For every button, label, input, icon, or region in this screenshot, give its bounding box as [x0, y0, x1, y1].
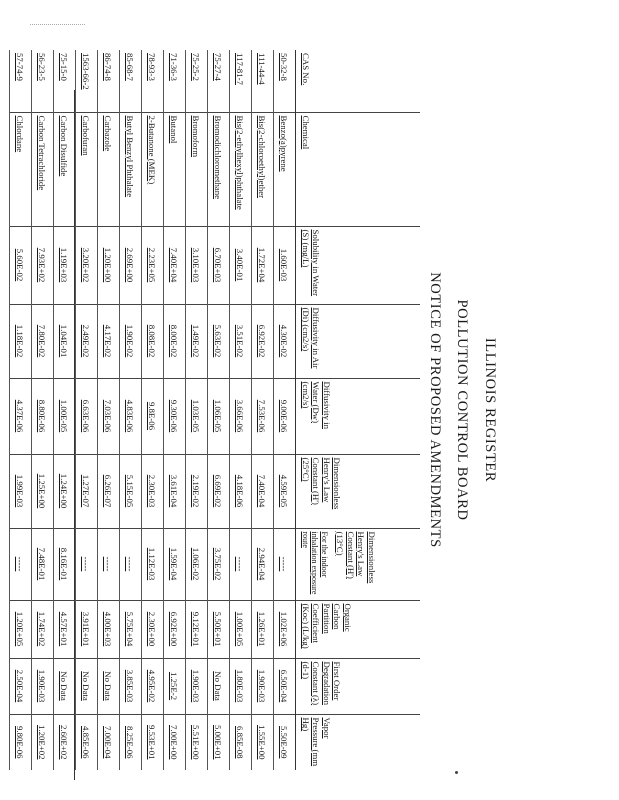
- henry-25c-cell: 7.40E-04: [252, 454, 274, 528]
- solubility-cell: 3.40E-01: [230, 226, 252, 304]
- henry-13c-cell: 3.75E-02: [208, 528, 230, 600]
- board-title: POLLUTION CONTROL BOARD: [454, 299, 470, 521]
- rotated-page-content: [15, 50, 540, 770]
- henry-13c-cell: 2.94E-04: [252, 528, 274, 600]
- henry-13c-cell: 1.06E-02: [186, 528, 208, 600]
- degradation-cell: No Data: [208, 658, 230, 714]
- cas-number-cell: 71-36-3: [164, 50, 186, 112]
- degradation-cell: No Data: [76, 658, 98, 714]
- water-diffusivity-cell: 9.30E-06: [164, 378, 186, 454]
- table-row: [164, 50, 186, 770]
- cas-number-cell: 75-25-2: [186, 50, 208, 112]
- air-diffusivity-cell: 1.90E-02: [120, 304, 142, 378]
- koc-cell: 5.75E+04: [120, 600, 142, 658]
- degradation-cell: 4.95E-02: [142, 658, 164, 714]
- koc-cell: 2.30E+00: [142, 600, 164, 658]
- chemical-name-cell: Carbazole: [98, 112, 120, 226]
- henry-25c-cell: 1.27E-07: [76, 454, 98, 528]
- air-diffusivity-cell: 4.30E-02: [274, 304, 296, 378]
- henry-13c-cell: -----: [274, 528, 296, 600]
- air-diffusivity-cell: 5.63E-02: [208, 304, 230, 378]
- degradation-cell: 2.50E-04: [10, 658, 32, 714]
- water-diffusivity-cell: 4.83E-06: [120, 378, 142, 454]
- solubility-cell: 1.19E+03: [54, 226, 76, 304]
- column-header-label: Dimensionless Henry's Law Constant (H') (13°C): [335, 531, 377, 584]
- water-diffusivity-cell: 9.8E-06: [142, 378, 164, 454]
- column-header: [296, 658, 421, 714]
- solubility-cell: 7.40E+04: [164, 226, 186, 304]
- chemical-properties-table: [9, 50, 420, 770]
- page-dot: [455, 771, 458, 774]
- air-diffusivity-cell: 3.51E-02: [230, 304, 252, 378]
- air-diffusivity-cell: 1.49E-02: [186, 304, 208, 378]
- chemical-name-cell: Chlordane: [10, 112, 32, 226]
- henry-13c-cell: 8.16E-01: [54, 528, 76, 600]
- water-diffusivity-cell: 9.00E-06: [274, 378, 296, 454]
- chemical-name-cell: Benzo(a)pyrene: [274, 112, 296, 226]
- chemical-name-cell: Bis(2-ethylhexyl)phthalate: [230, 112, 252, 226]
- henry-25c-cell: 5.15E-05: [120, 454, 142, 528]
- solubility-cell: 1.60E-03: [274, 226, 296, 304]
- cas-number-cell: 57-74-9: [10, 50, 32, 112]
- degradation-cell: 1.80E-03: [230, 658, 252, 714]
- solubility-cell: 1.20E+00: [98, 226, 120, 304]
- column-header: [296, 226, 421, 304]
- henry-25c-cell: 2.19E-02: [186, 454, 208, 528]
- vapor-pressure-cell: 9.80E-06: [10, 714, 32, 770]
- henry-13c-cell: -----: [76, 528, 98, 600]
- henry-13c-cell: -----: [98, 528, 120, 600]
- henry-25c-cell: 6.69E-02: [208, 454, 230, 528]
- vapor-pressure-cell: 7.00E-04: [98, 714, 120, 770]
- cas-number-cell: 117-81-7: [230, 50, 252, 112]
- column-header: [296, 600, 421, 658]
- vapor-pressure-cell: 2.60E+02: [54, 714, 76, 770]
- degradation-cell: 1.90E-03: [252, 658, 274, 714]
- water-diffusivity-cell: 6.63E-06: [76, 378, 98, 454]
- cas-number-cell: 50-32-8: [274, 50, 296, 112]
- column-header-note: For the indoor inhalation exposure route: [300, 531, 329, 595]
- water-diffusivity-cell: 8.80E-06: [32, 378, 54, 454]
- henry-25c-cell: 4.59E-05: [274, 454, 296, 528]
- column-header-label: Diffusivity in Water (Dw) (cm2/s): [300, 381, 332, 429]
- notice-title: NOTICE OF PROPOSED AMENDMENTS: [427, 272, 443, 548]
- vapor-pressure-cell: 6.85E-08: [230, 714, 252, 770]
- solubility-cell: 2.69E+00: [120, 226, 142, 304]
- henry-13c-cell: -----: [120, 528, 142, 600]
- table-body: [10, 50, 296, 770]
- table-row: [186, 50, 208, 770]
- column-header-label: Organic Carbon Partition Coefficient (Koc) (L/kg): [300, 603, 353, 649]
- air-diffusivity-cell: 2.49E-02: [76, 304, 98, 378]
- column-header-label: First Order Degradation Constant (λ) (d-1): [300, 661, 343, 706]
- chemical-name-cell: 2-Butanone (MEK): [142, 112, 164, 226]
- chemical-name-cell: Carbon Disulfide: [54, 112, 76, 226]
- table-row: [120, 50, 142, 770]
- column-header-label: CAS No.: [300, 53, 311, 86]
- table-row: [54, 50, 76, 770]
- henry-13c-cell: 1.12E-03: [142, 528, 164, 600]
- chemical-name-cell: Carbon Tetrachloride: [32, 112, 54, 226]
- degradation-cell: 1.90E-03: [32, 658, 54, 714]
- cas-number-cell: 75-15-0: [54, 50, 76, 112]
- henry-25c-cell: 4.18E-06: [230, 454, 252, 528]
- koc-cell: 1.20E+05: [10, 600, 32, 658]
- koc-cell: 1.26E+01: [252, 600, 274, 658]
- water-diffusivity-cell: 7.53E-06: [252, 378, 274, 454]
- henry-13c-cell: 1.59E-04: [164, 528, 186, 600]
- vapor-pressure-cell: 8.25E-06: [120, 714, 142, 770]
- henry-25c-cell: 1.99E-03: [10, 454, 32, 528]
- koc-cell: 4.57E+01: [54, 600, 76, 658]
- henry-25c-cell: 3.61E-04: [164, 454, 186, 528]
- column-header-label: Vapor Pressure (mm Hg): [300, 717, 332, 767]
- chemical-name-cell: Bromodichloromethane: [208, 112, 230, 226]
- henry-25c-cell: 1.25E+00: [32, 454, 54, 528]
- column-header: [296, 714, 421, 770]
- degradation-cell: No Data: [98, 658, 120, 714]
- vapor-pressure-cell: 4.85E-06: [76, 714, 98, 770]
- air-diffusivity-cell: 4.17E-02: [98, 304, 120, 378]
- cas-number-cell: 56-23-5: [32, 50, 54, 112]
- water-diffusivity-cell: 1.03E-05: [186, 378, 208, 454]
- water-diffusivity-cell: 4.37E-06: [10, 378, 32, 454]
- degradation-cell: No Data: [54, 658, 76, 714]
- koc-cell: 6.92E+00: [164, 600, 186, 658]
- cas-number-cell: 1563-66-2: [76, 50, 98, 112]
- air-diffusivity-cell: 1.04E-01: [54, 304, 76, 378]
- degradation-cell: 1.25E-2: [164, 658, 186, 714]
- table-row: [252, 50, 274, 770]
- koc-cell: 4.00E+03: [98, 600, 120, 658]
- koc-cell: 9.12E+01: [186, 600, 208, 658]
- column-header-label: Dimensionless Henry's Law Constant (H') (25°C): [300, 457, 343, 510]
- column-header-label: Solubility in Water (S) (mg/L): [300, 229, 322, 297]
- henry-25c-cell: 2.30E-03: [142, 454, 164, 528]
- cas-number-cell: 111-44-4: [252, 50, 274, 112]
- chemical-name-cell: Bis(2-chloroethyl)ether: [252, 112, 274, 226]
- table-row: [142, 50, 164, 770]
- cas-number-cell: 78-93-3: [142, 50, 164, 112]
- koc-cell: 1.74E+02: [32, 600, 54, 658]
- vapor-pressure-cell: 5.00E+01: [208, 714, 230, 770]
- air-diffusivity-cell: 7.80E-02: [32, 304, 54, 378]
- solubility-cell: 7.93E+02: [32, 226, 54, 304]
- solubility-cell: 3.20E+02: [76, 226, 98, 304]
- column-header: [296, 50, 421, 112]
- solubility-cell: 5.60E-02: [10, 226, 32, 304]
- solubility-cell: 6.70E+03: [208, 226, 230, 304]
- table-row: [274, 50, 296, 770]
- table-row: [208, 50, 230, 770]
- vapor-pressure-cell: 9.53E+01: [142, 714, 164, 770]
- chemical-name-cell: Carbofuran: [76, 112, 98, 226]
- air-diffusivity-cell: 8.00E-02: [164, 304, 186, 378]
- degradation-cell: 3.85E-03: [120, 658, 142, 714]
- henry-13c-cell: -----: [10, 528, 32, 600]
- vapor-pressure-cell: 7.00E+00: [164, 714, 186, 770]
- degradation-cell: 6.50E-04: [274, 658, 296, 714]
- henry-13c-cell: -----: [230, 528, 252, 600]
- solubility-cell: 2.23E+05: [142, 226, 164, 304]
- table-row: [230, 50, 252, 770]
- table-row: [98, 50, 120, 770]
- henry-13c-cell: 7.48E-01: [32, 528, 54, 600]
- water-diffusivity-cell: 1.06E-05: [208, 378, 230, 454]
- air-diffusivity-cell: 6.92E-02: [252, 304, 274, 378]
- air-diffusivity-cell: 8.08E-02: [142, 304, 164, 378]
- water-diffusivity-cell: 1.00E-05: [54, 378, 76, 454]
- register-title: ILLINOIS REGISTER: [482, 337, 498, 483]
- koc-cell: 5.50E+01: [208, 600, 230, 658]
- koc-cell: 1.02E+06: [274, 600, 296, 658]
- column-header: [296, 112, 421, 226]
- page-scan-mark: [30, 24, 85, 25]
- vapor-pressure-cell: 1.55E+00: [252, 714, 274, 770]
- cas-number-cell: 85-68-7: [120, 50, 142, 112]
- column-header-label: Diffusivity in Air (Di) (cm2/s): [300, 307, 322, 369]
- koc-cell: 1.00E+05: [230, 600, 252, 658]
- column-header: [296, 304, 421, 378]
- degradation-cell: 1.90E-03: [186, 658, 208, 714]
- chemical-name-cell: Butyl Benzyl Phthalate: [120, 112, 142, 226]
- water-diffusivity-cell: 3.66E-06: [230, 378, 252, 454]
- solubility-cell: 3.10E+03: [186, 226, 208, 304]
- table-row: [76, 50, 98, 770]
- vapor-pressure-cell: 5.51E+00: [186, 714, 208, 770]
- chemical-name-cell: Butanol: [164, 112, 186, 226]
- cas-number-cell: 75-27-4: [208, 50, 230, 112]
- table-row: [10, 50, 32, 770]
- water-diffusivity-cell: 7.03E-06: [98, 378, 120, 454]
- column-header: [296, 378, 421, 454]
- table-header-row: [296, 50, 421, 770]
- table-row: [32, 50, 54, 770]
- chemical-name-cell: Bromoform: [186, 112, 208, 226]
- henry-25c-cell: 6.26E-07: [98, 454, 120, 528]
- column-header: [296, 528, 421, 600]
- vapor-pressure-cell: 1.20E+02: [32, 714, 54, 770]
- solubility-cell: 1.72E+04: [252, 226, 274, 304]
- cas-number-cell: 86-74-8: [98, 50, 120, 112]
- henry-25c-cell: 1.24E+00: [54, 454, 76, 528]
- column-header: [296, 454, 421, 528]
- vapor-pressure-cell: 5.50E-09: [274, 714, 296, 770]
- koc-cell: 3.91E+01: [76, 600, 98, 658]
- air-diffusivity-cell: 1.18E-02: [10, 304, 32, 378]
- column-header-label: Chemical: [300, 115, 311, 150]
